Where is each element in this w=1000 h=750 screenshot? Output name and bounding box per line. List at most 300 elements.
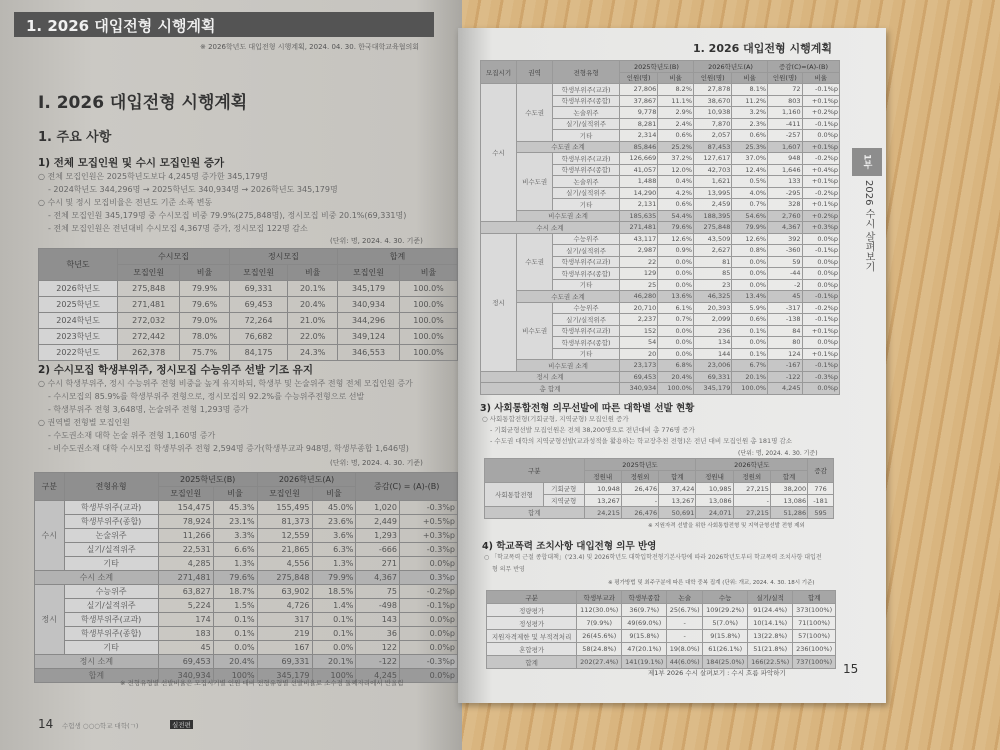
table-cell: -44 <box>768 268 803 280</box>
table-cell: 69,331 <box>229 281 288 297</box>
table-cell: -360 <box>768 245 803 257</box>
table-cell: 22,531 <box>158 543 213 557</box>
table-cell: 21.0% <box>288 313 338 329</box>
group-label: 정시 <box>35 585 65 655</box>
row-label: 학생부위주(종합) <box>64 515 158 529</box>
column-header: 2026학년도(A) <box>694 61 768 73</box>
table-cell: 69,453 <box>619 371 657 383</box>
table-cell: 373(100%) <box>793 604 836 617</box>
table-cell: 345,179 <box>694 383 732 395</box>
table-cell: 1.4% <box>312 599 356 613</box>
header-row <box>481 61 840 73</box>
column-header: 모집인원 <box>118 265 180 281</box>
row-label: 수능위주 <box>553 233 620 245</box>
table-cell: 91(24.4%) <box>748 604 793 617</box>
table-cell: 275,848 <box>118 281 180 297</box>
table-cell: 109(29.2%) <box>703 604 748 617</box>
row-label: 학생부위주(교과) <box>553 325 620 337</box>
table-cell: 4,367 <box>768 222 803 234</box>
subsection-2-title: 2) 수시모집 학생부위주, 정시모집 수능위주 선발 기조 유지 <box>38 364 313 376</box>
table-cell: 100.0% <box>400 281 458 297</box>
table-row <box>35 641 458 655</box>
subtotal-label: 수도권 소계 <box>517 291 620 303</box>
table-row <box>481 153 840 165</box>
table-cell: 184(25.0%) <box>703 656 748 669</box>
text-line: - 전체 모집인원은 전년대비 수시모집 4,367명 증가, 정시모집 122명 감소 <box>48 224 308 233</box>
table-cell: 20.1% <box>288 281 338 297</box>
column-header: 정원내 <box>696 471 733 483</box>
table-cell: 0.1% <box>312 613 356 627</box>
table-cell: 2,237 <box>619 314 657 326</box>
table-cell: 21,865 <box>257 543 312 557</box>
subsection-1-title: 1) 전체 모집인원 및 수시 모집인원 증가 <box>38 157 225 169</box>
table-cell: 45 <box>768 291 803 303</box>
table-cell: 219 <box>257 627 312 641</box>
table-cell: 8,281 <box>619 118 657 130</box>
table-cell: 2,760 <box>768 210 803 222</box>
table-cell: 183 <box>158 627 213 641</box>
table-cell: 47(20.1%) <box>622 643 667 656</box>
table-cell: 0.0%p <box>399 641 457 655</box>
table-row <box>39 297 458 313</box>
table-cell: 46,280 <box>619 291 657 303</box>
table-cell: 59 <box>768 256 803 268</box>
table-cell: 5.9% <box>732 302 768 314</box>
table-cell: 79.9% <box>732 222 768 234</box>
table-cell: -0.3%p <box>399 543 457 557</box>
table-cell: 45.0% <box>312 501 356 515</box>
table-cell: 63,827 <box>158 585 213 599</box>
text-line: ○ 권역별 전형별 모집인원 <box>38 418 130 427</box>
table-cell: 0.0% <box>658 348 694 360</box>
row-label: 기타 <box>64 641 158 655</box>
running-title: 1. 2026 대입전형 시행계획 <box>693 42 832 55</box>
table-cell: 87,453 <box>694 141 732 153</box>
group-label: 수시 <box>481 84 517 222</box>
table-cell: 72 <box>768 84 803 96</box>
header-row <box>35 473 458 487</box>
table-cell: 392 <box>768 233 803 245</box>
subtotal-row <box>481 360 840 372</box>
table-cell: +0.1%p <box>802 199 839 211</box>
table-cell: 24,215 <box>584 507 621 519</box>
group-label: 정시 <box>481 233 517 371</box>
table-cell: 2.9% <box>658 107 694 119</box>
subtotal-row <box>485 507 834 519</box>
column-header: 구분 <box>35 473 65 501</box>
text-line: - 비수도권소재 대학 수시모집 학생부위주 전형 2,594명 증가(학생부교과 948명, 학생부종합 1,646명) <box>48 444 409 453</box>
row-label: 기회균형 <box>543 483 584 495</box>
table-cell: 803 <box>768 95 803 107</box>
table-cell: 43,509 <box>694 233 732 245</box>
chapter-header-bar: 1. 2026 대입전형 시행계획 <box>14 12 434 37</box>
table-cell: -0.2%p <box>399 585 457 599</box>
table-row <box>39 329 458 345</box>
row-label: 2022학년도 <box>39 345 118 361</box>
table-cell: 174 <box>158 613 213 627</box>
table-row <box>487 643 836 656</box>
row-label: 학생부위주(교과) <box>553 256 620 268</box>
column-header: 모집인원 <box>337 265 399 281</box>
table-cell: 80 <box>768 337 803 349</box>
table-cell: 0.0%p <box>399 613 457 627</box>
table-cell: 737(100%) <box>793 656 836 669</box>
table-cell: 317 <box>257 613 312 627</box>
group-label: 수도권 <box>517 233 553 291</box>
subtotal-label: 비수도권 소계 <box>517 360 620 372</box>
table-cell: 1,607 <box>768 141 803 153</box>
table-cell: 54.4% <box>658 210 694 222</box>
table-cell: 4.2% <box>658 187 694 199</box>
table-cell: 57(100%) <box>793 630 836 643</box>
table-row <box>485 483 834 495</box>
table-cell: 349,124 <box>337 329 399 345</box>
table-cell: 2,449 <box>356 515 400 529</box>
table-cell: 20.4% <box>213 655 257 669</box>
column-header: 모집인원 <box>158 487 213 501</box>
table-cell: 81 <box>694 256 732 268</box>
table-cell: 43,117 <box>619 233 657 245</box>
table-cell: 4,245 <box>768 383 803 395</box>
column-header: 구분 <box>485 459 585 483</box>
table-cell: 122 <box>356 641 400 655</box>
table-cell: 41,057 <box>619 164 657 176</box>
table-cell: 49(69.0%) <box>622 617 667 630</box>
column-header: 비율 <box>400 265 458 281</box>
table-cell: 37,424 <box>659 483 696 495</box>
table-cell: -0.1%p <box>802 314 839 326</box>
table-cell: 8.1% <box>732 84 768 96</box>
table-cell: 6.1% <box>658 302 694 314</box>
text-line: ○ 수시 학생부위주, 정시 수능위주 전형 비중을 높게 유지하되, 학생부 및 논술위주 전형 전체 모집인원 증가 <box>38 379 413 388</box>
table-cell: 100% <box>312 669 356 683</box>
table-cell: 13,267 <box>659 495 696 507</box>
table-cell: -0.2%p <box>802 153 839 165</box>
row-label: 수능위주 <box>553 302 620 314</box>
table-cell: 100.0% <box>400 329 458 345</box>
table-cell: +0.3%p <box>399 529 457 543</box>
column-header: 2026학년도 <box>696 459 808 471</box>
table-cell: 22 <box>619 256 657 268</box>
table-cell: 1,020 <box>356 501 400 515</box>
row-label: 정성평가 <box>487 617 577 630</box>
table-row <box>39 345 458 361</box>
column-header: 전형유형 <box>64 473 158 501</box>
table-cell: 10,948 <box>584 483 621 495</box>
table-cell: 71(100%) <box>793 617 836 630</box>
row-label: 학생부위주(교과) <box>64 613 158 627</box>
table-row <box>487 630 836 643</box>
table-cell: 27,806 <box>619 84 657 96</box>
table-cell: -138 <box>768 314 803 326</box>
row-label: 2026학년도 <box>39 281 118 297</box>
row-label: 실기/실적위주 <box>553 245 620 257</box>
table-cell: 152 <box>619 325 657 337</box>
table-cell: 36 <box>356 627 400 641</box>
header-row <box>487 591 836 604</box>
table-cell: 9(15.8%) <box>703 630 748 643</box>
admission-type-table <box>34 472 458 683</box>
table-cell: 12.0% <box>658 164 694 176</box>
row-label: 학생부위주(교과) <box>64 501 158 515</box>
table-cell: 12.6% <box>658 233 694 245</box>
column-header: 비율 <box>180 265 230 281</box>
table-cell: 134 <box>694 337 732 349</box>
text-line: - 학생부위주 전형 3,648명, 논술위주 전형 1,293명 증가 <box>48 405 249 414</box>
column-header: 비율 <box>288 265 338 281</box>
subtotal-label: 합계 <box>485 507 585 519</box>
table-cell: 0.6% <box>732 130 768 142</box>
table-cell: 236(100%) <box>793 643 836 656</box>
row-label: 논술위주 <box>553 176 620 188</box>
table-cell: 124 <box>768 348 803 360</box>
table-cell: 12.6% <box>732 233 768 245</box>
row-label: 실기/실적위주 <box>64 599 158 613</box>
row-label: 기타 <box>553 130 620 142</box>
table-cell: 0.0%p <box>802 337 839 349</box>
table-row <box>35 501 458 515</box>
table-cell: 4,726 <box>257 599 312 613</box>
footer-text: 제1부 2026 수시 살펴보기 : 수시 흐름 파악하기 <box>648 669 786 677</box>
table-cell: 18.5% <box>312 585 356 599</box>
table-cell: -317 <box>768 302 803 314</box>
table-cell: 61(26.1%) <box>703 643 748 656</box>
text-line: ○ 전체 모집인원은 2025학년도보다 4,245명 증가한 345,179명 <box>38 172 268 181</box>
table-cell: 0.0% <box>658 325 694 337</box>
row-label: 학생부위주(종합) <box>553 337 620 349</box>
table-cell: 27,878 <box>694 84 732 96</box>
table-cell: 85,846 <box>619 141 657 153</box>
subtotal-label: 비수도권 소계 <box>517 210 620 222</box>
table-cell: 0.0%p <box>802 279 839 291</box>
table-cell: 79.0% <box>180 313 230 329</box>
table-cell: - <box>733 495 770 507</box>
table-row <box>35 529 458 543</box>
table-cell: 2,627 <box>694 245 732 257</box>
column-header: 모집인원 <box>229 265 288 281</box>
subtotal-row <box>487 656 836 669</box>
table-cell: 0.0%p <box>399 557 457 571</box>
table-cell: 69,331 <box>257 655 312 669</box>
column-header: 합계 <box>770 471 807 483</box>
unit-note: (단위: 명, 2024. 4. 30. 기준) <box>330 459 423 467</box>
table-cell: 0.1% <box>732 325 768 337</box>
table-cell: 69,453 <box>158 655 213 669</box>
table-cell: 37.2% <box>658 153 694 165</box>
table-cell: 167 <box>257 641 312 655</box>
table-cell: 75 <box>356 585 400 599</box>
table-cell: 8.2% <box>658 84 694 96</box>
subtotal-row <box>481 291 840 303</box>
table-cell: 20.1% <box>732 371 768 383</box>
table-cell: 22.0% <box>288 329 338 345</box>
table-cell: 0.1% <box>213 613 257 627</box>
table-cell: 13(22.8%) <box>748 630 793 643</box>
table-cell: 76,682 <box>229 329 288 345</box>
table-cell: 63,902 <box>257 585 312 599</box>
table-cell: +0.3%p <box>802 222 839 234</box>
table-cell: 1.3% <box>312 557 356 571</box>
table-cell: 7,870 <box>694 118 732 130</box>
table-cell: 1,621 <box>694 176 732 188</box>
table-cell: 236 <box>694 325 732 337</box>
table-row <box>487 604 836 617</box>
table-cell: 2.3% <box>732 118 768 130</box>
table-cell: 5(7.0%) <box>703 617 748 630</box>
source-note: ※ 2026학년도 대입전형 시행계획, 2024. 04. 30. 한국대학교육협의회 <box>200 43 420 51</box>
table-cell: 24.3% <box>288 345 338 361</box>
table-cell: 5,224 <box>158 599 213 613</box>
table-cell: 143 <box>356 613 400 627</box>
column-header: 인원(명) <box>694 72 732 84</box>
column-header: 2025학년도 <box>584 459 696 471</box>
table-cell: 79.6% <box>658 222 694 234</box>
table-cell: - <box>621 495 658 507</box>
table-cell: -498 <box>356 599 400 613</box>
table-cell: 81,373 <box>257 515 312 529</box>
table-cell: 141(19.1%) <box>622 656 667 669</box>
table-row <box>35 613 458 627</box>
subsection-4-title: 4) 학교폭력 조치사항 대입전형 의무 반영 <box>482 541 657 552</box>
table-cell: 12.4% <box>732 164 768 176</box>
table-row <box>39 313 458 329</box>
column-header: 실기/실적 <box>748 591 793 604</box>
row-label: 혼합평가 <box>487 643 577 656</box>
table-cell: 6.8% <box>658 360 694 372</box>
column-header: 모집시기 <box>481 61 517 84</box>
part-tab: 1부 <box>852 148 882 176</box>
table-cell: 23,173 <box>619 360 657 372</box>
table-cell: -2 <box>768 279 803 291</box>
table-row <box>35 557 458 571</box>
table-cell: 100% <box>213 669 257 683</box>
group-label: 수도권 <box>517 84 553 142</box>
table-cell: 3.3% <box>213 529 257 543</box>
table-cell: 340,934 <box>619 383 657 395</box>
table-cell: 2,099 <box>694 314 732 326</box>
table-cell: 0.3%p <box>399 571 457 585</box>
table-cell: 13.4% <box>732 291 768 303</box>
table-cell: 45 <box>158 641 213 655</box>
table-cell: 27,215 <box>733 507 770 519</box>
table-cell: 23.6% <box>312 515 356 529</box>
column-header: 비율 <box>658 72 694 84</box>
page-title: Ⅰ. 2026 대입전형 시행계획 <box>38 93 248 113</box>
column-header: 비율 <box>802 72 839 84</box>
table-cell: 100.0% <box>400 313 458 329</box>
column-header: 수능 <box>703 591 748 604</box>
table-cell: -411 <box>768 118 803 130</box>
table-cell: 1,293 <box>356 529 400 543</box>
row-label: 기타 <box>553 279 620 291</box>
enrollment-by-year-table <box>38 248 458 361</box>
table-cell: 9(15.8%) <box>622 630 667 643</box>
column-header: 증감 <box>808 459 834 483</box>
table-cell: 154,475 <box>158 501 213 515</box>
row-label: 기타 <box>553 348 620 360</box>
group-label: 수시 <box>35 501 65 571</box>
table-cell: 19(8.0%) <box>667 643 703 656</box>
table-cell: 51(21.8%) <box>748 643 793 656</box>
column-header: 수시모집 <box>118 249 230 265</box>
column-header: 증감(C) = (A)-(B) <box>356 473 458 501</box>
table-cell: - <box>667 617 703 630</box>
header-row <box>39 249 458 265</box>
table-cell: 51,286 <box>770 507 807 519</box>
table-cell: 0.0% <box>732 279 768 291</box>
table-cell: 4,367 <box>356 571 400 585</box>
table-cell: 6.6% <box>213 543 257 557</box>
text-line: - 2024학년도 344,296명 → 2025학년도 340,934명 → 2026학년도 345,179명 <box>48 185 338 194</box>
table-cell: 84,175 <box>229 345 288 361</box>
table-cell: 13,086 <box>696 495 733 507</box>
table-cell: +0.2%p <box>802 107 839 119</box>
table-cell: 2,987 <box>619 245 657 257</box>
table-cell: 75.7% <box>180 345 230 361</box>
table-cell: 20,393 <box>694 302 732 314</box>
table-cell: -295 <box>768 187 803 199</box>
table-cell: 166(22.5%) <box>748 656 793 669</box>
row-label: 실기/실적위주 <box>64 543 158 557</box>
table-cell: 0.0% <box>213 641 257 655</box>
table-cell: 100.0% <box>732 383 768 395</box>
table-cell: 340,934 <box>337 297 399 313</box>
table-cell: 271,481 <box>619 222 657 234</box>
table-cell: 0.0%p <box>802 383 839 395</box>
column-header: 정원외 <box>621 471 658 483</box>
column-header: 구분 <box>487 591 577 604</box>
column-header: 정원내 <box>584 471 621 483</box>
table-cell: 127,617 <box>694 153 732 165</box>
subsection-1-body <box>38 170 406 235</box>
table-cell: 3.2% <box>732 107 768 119</box>
table-cell: 2,314 <box>619 130 657 142</box>
table-cell: 0.0%p <box>802 256 839 268</box>
table-cell: 126,669 <box>619 153 657 165</box>
table-cell: 129 <box>619 268 657 280</box>
regional-admission-table <box>480 60 840 395</box>
table-cell: 9,778 <box>619 107 657 119</box>
table-cell: 0.0%p <box>802 130 839 142</box>
column-header: 비율 <box>312 487 356 501</box>
table-cell: 0.0% <box>732 256 768 268</box>
footer-badge: 실전편 <box>172 721 191 729</box>
table-cell: 0.0% <box>732 337 768 349</box>
table-row <box>35 585 458 599</box>
table-cell: 36(9.7%) <box>622 604 667 617</box>
table-cell: +0.1%p <box>802 95 839 107</box>
table-cell: 344,296 <box>337 313 399 329</box>
table-cell: 26,476 <box>621 483 658 495</box>
table-cell: 26,476 <box>621 507 658 519</box>
page-number: 15 <box>843 662 859 676</box>
column-header: 2025학년도(B) <box>619 61 693 73</box>
unit-note: (단위: 명, 2024. 4. 30. 기준) <box>738 450 818 457</box>
table-cell: 0.0%p <box>802 268 839 280</box>
subsection-3-body <box>482 414 792 447</box>
table-cell: 0.0%p <box>802 233 839 245</box>
table-cell: 10(14.1%) <box>748 617 793 630</box>
column-header: 비율 <box>213 487 257 501</box>
row-label: 정량평가 <box>487 604 577 617</box>
table-cell: 26(45.6%) <box>577 630 622 643</box>
text-line: - 전체 모집인원 345,179명 중 수시모집 비중 79.9%(275,848명), 정시모집 비중 20.1%(69,331명) <box>48 211 407 220</box>
row-label: 논술위주 <box>64 529 158 543</box>
table-cell: 0.7% <box>658 314 694 326</box>
table-cell: 100.0% <box>400 297 458 313</box>
table-cell: 0.0% <box>732 268 768 280</box>
subtotal-label: 합계 <box>35 669 159 683</box>
